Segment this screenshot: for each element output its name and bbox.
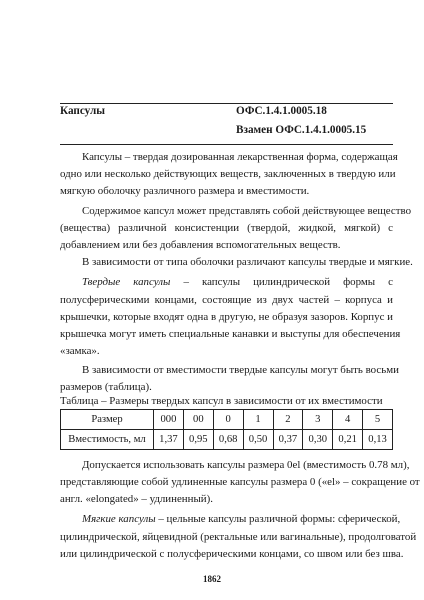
paragraph-line: крышечка могут иметь специальные канавки и выступы для обеспечения: [60, 328, 401, 340]
table-cell: 0,13: [363, 430, 393, 450]
row-header-volume: Вместимость, мл: [61, 430, 154, 450]
paragraph-line: добавлением или без добавления вспомогательных веществ.: [60, 239, 341, 251]
table-caption: Таблица – Размеры твердых капсул в зависимости от их вместимости: [60, 395, 383, 407]
table-cell: 00: [183, 410, 213, 430]
paragraph-line: англ. «elongated» – удлиненный).: [60, 493, 213, 505]
table-cell: 1,37: [154, 430, 184, 450]
paragraph-line: одно или несколько действующих веществ, заключенных в твердую или: [60, 168, 396, 180]
table-cell: 2: [273, 410, 303, 430]
table-cell: 000: [154, 410, 184, 430]
table-cell: 0,50: [243, 430, 273, 450]
document-code: ОФС.1.4.1.0005.18: [236, 105, 327, 117]
replaces-code: Взамен ОФС.1.4.1.0005.15: [236, 124, 367, 136]
paragraph-line: или цилиндрической с полусферическими концами, со швом или без шва.: [60, 548, 404, 560]
header-bottom-rule: [60, 144, 393, 145]
table-cell: 4: [333, 410, 363, 430]
page-number: 1862: [203, 574, 221, 584]
table-cell: 0,37: [273, 430, 303, 450]
table-cell: 0,21: [333, 430, 363, 450]
paragraph-line: Капсулы – твердая дозированная лекарственная форма, содержащая: [82, 151, 398, 163]
paragraph-line: полусферическими концами, состоящие из двух частей – корпуса и: [60, 294, 393, 306]
row-header-size: Размер: [61, 410, 154, 430]
header-top-rule: [60, 103, 393, 104]
term-hard-capsules: Твердые капсулы: [82, 276, 171, 288]
paragraph-line: Содержимое капсул может представлять собой действующее вещество: [82, 205, 412, 217]
section-title: Капсулы: [60, 105, 106, 117]
table-cell: 5: [363, 410, 393, 430]
table-row: [61, 430, 393, 450]
paragraph-line: мягкую оболочку различного размера и вместимости.: [60, 185, 310, 197]
table-cell: 0,95: [183, 430, 213, 450]
paragraph-line: Допускается использовать капсулы размера 0el (вместимость 0.78 мл),: [82, 459, 410, 471]
paragraph-line: крышечки, которые входят одна в другую, не образуя зазоров. Корпус и: [60, 311, 393, 323]
term-soft-capsules: Мягкие капсулы: [82, 513, 156, 525]
paragraph-line: Твердые капсулы – капсулы цилиндрической формы с: [82, 276, 393, 288]
table-cell: 3: [303, 410, 333, 430]
table-cell: 0,30: [303, 430, 333, 450]
table-cell: 1: [243, 410, 273, 430]
paragraph-line: цилиндрической, яйцевидной (ректальные или вагинальные), продолговатой: [60, 531, 417, 543]
paragraph-line: представляющие собой удлиненные капсулы размера 0 («el» – сокращение от: [60, 476, 420, 488]
paragraph-line: В зависимости от вместимости твердые капсулы могут быть восьми: [82, 364, 399, 376]
capsule-size-table: [60, 409, 393, 450]
table-cell: 0,68: [213, 430, 243, 450]
table-cell: 0: [213, 410, 243, 430]
table-row: [61, 410, 393, 430]
paragraph-line: (вещества) различной консистенции (твердой, жидкой, мягкой) с: [60, 222, 393, 234]
paragraph-line: размеров (таблица).: [60, 381, 152, 393]
paragraph-line: Мягкие капсулы – цельные капсулы различной формы: сферической,: [82, 513, 401, 525]
paragraph-line: «замка».: [60, 345, 100, 357]
paragraph-line: В зависимости от типа оболочки различают капсулы твердые и мягкие.: [82, 256, 413, 268]
